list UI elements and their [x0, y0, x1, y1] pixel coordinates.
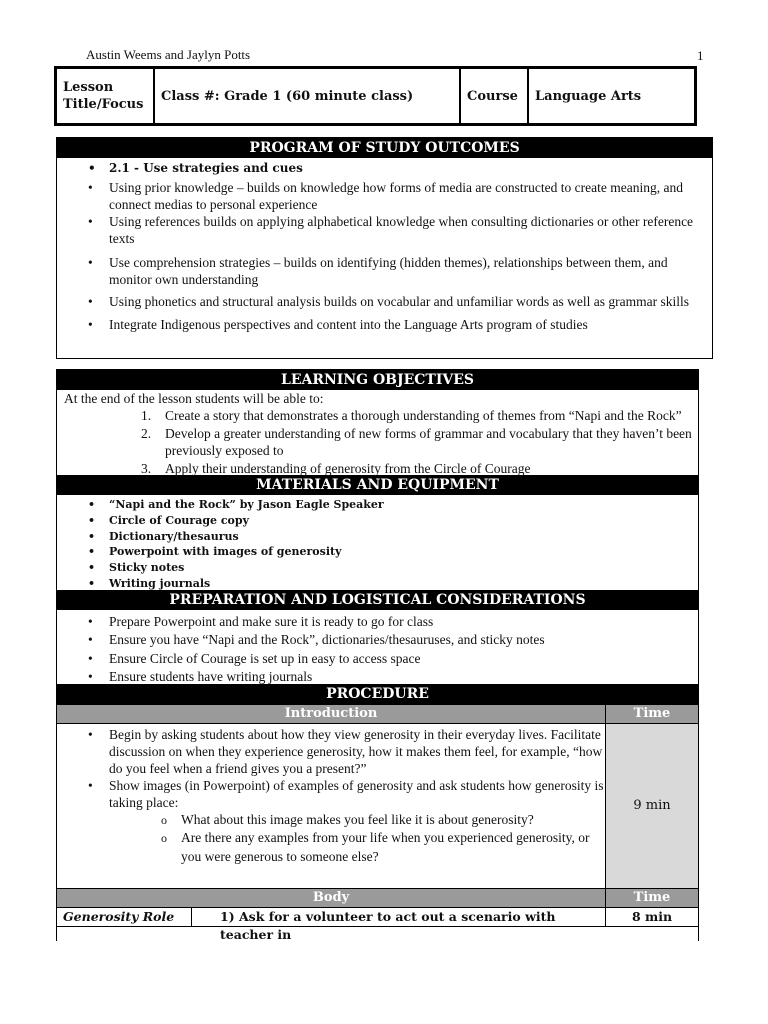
list-item: • Using phonetics and structural analysis builds on vocabular and unfamiliar words as well as grammar skills: [57, 293, 712, 310]
outcomes-heading: PROGRAM OF STUDY OUTCOMES: [57, 138, 712, 158]
procedure-heading: PROCEDURE: [57, 684, 698, 704]
body-time: 8 min: [605, 908, 698, 926]
lesson-body: [56, 369, 699, 941]
page-number: 1: [697, 48, 704, 63]
generosity-role-label: Generosity Role: [57, 908, 192, 926]
lesson-info-table: [54, 66, 697, 126]
list-item: • “Napi and the Rock” by Jason Eagle Speaker: [57, 497, 698, 513]
intro-time: 9 min: [605, 724, 698, 888]
header-authors: Austin Weems and Jaylyn Potts: [86, 47, 251, 62]
introduction-header: Introduction: [57, 705, 605, 723]
intro-row: [57, 723, 698, 888]
time-header: Time: [605, 705, 698, 723]
objectives-list: [57, 407, 698, 477]
list-item: • Dictionary/thesaurus: [57, 529, 698, 545]
list-item: 3. Apply their understanding of generosity from the Circle of Courage: [141, 460, 531, 476]
course-value: Language Arts: [535, 88, 642, 104]
list-item: • Powerpoint with images of generosity: [57, 544, 698, 560]
body-row: [57, 907, 698, 942]
preparation-heading: PREPARATION AND LOGISTICAL CONSIDERATIONS: [57, 590, 698, 610]
list-item: • Writing journals: [57, 576, 698, 592]
intro-header-row: [57, 704, 698, 723]
materials-list: [57, 497, 698, 592]
list-item: • Ensure students have writing journals: [57, 668, 698, 687]
preparation-list: [57, 613, 698, 687]
list-item: 2. Develop a greater understanding of new forms of grammar and vocabulary that they haven’t been previously exposed to: [141, 425, 692, 458]
intro-list: [57, 726, 605, 811]
list-item: • Sticky notes: [57, 560, 698, 576]
lesson-title-label: Lesson Title/Focus: [57, 69, 155, 123]
intro-content: [57, 724, 605, 888]
materials-heading: MATERIALS AND EQUIPMENT: [57, 475, 698, 495]
list-item: • Use comprehension strategies – builds on identifying (hidden themes), relationships between them, and monitor own understanding: [57, 254, 712, 288]
body-header: Body: [57, 889, 605, 907]
list-item: • Integrate Indigenous perspectives and content into the Language Arts program of studies: [57, 316, 712, 333]
list-item: • Begin by asking students about how they view generosity in their everyday lives. Facilitate discussion on when they experience generosity, how it makes them feel, for example, “how do you feel when a friend gives you a present?”: [57, 726, 605, 777]
list-item: • Show images (in Powerpoint) of examples of generosity and ask students how generosity is taking place:: [57, 777, 605, 811]
body-header-row: [57, 888, 698, 907]
list-item: • Prepare Powerpoint and make sure it is ready to go for class: [57, 613, 698, 632]
list-item: • 2.1 - Use strategies and cues: [57, 160, 712, 177]
list-item: 1. Create a story that demonstrates a thorough understanding of themes from “Napi and the Rock”: [141, 408, 682, 423]
list-item: • Ensure you have “Napi and the Rock”, dictionaries/thesauruses, and sticky notes: [57, 631, 698, 650]
list-item: • Using prior knowledge – builds on knowledge how forms of media are constructed to create meaning, and connect medias to personal experience: [57, 179, 712, 213]
intro-sub-list: [57, 811, 605, 867]
list-item: o What about this image makes you feel like it is about generosity?: [57, 811, 605, 830]
outcomes-list: [57, 160, 712, 333]
outcomes-section: [56, 137, 713, 359]
objectives-intro: At the end of the lesson students will be able to:: [64, 391, 324, 406]
list-item: • Ensure Circle of Courage is set up in easy to access space: [57, 650, 698, 669]
list-item: • Circle of Courage copy: [57, 513, 698, 529]
body-time-header: Time: [605, 889, 698, 907]
course-label: Course: [461, 69, 529, 123]
objectives-heading: LEARNING OBJECTIVES: [57, 370, 698, 390]
body-step: 1) Ask for a volunteer to act out a scenario with teacher in: [220, 908, 556, 942]
list-item: o Are there any examples from your life when you experienced generosity, or you were generous to someone else?: [57, 829, 605, 866]
list-item: • Using references builds on applying alphabetical knowledge when consulting dictionaries or other reference texts: [57, 213, 712, 247]
class-info: Class #: Grade 1 (60 minute class): [155, 69, 461, 123]
